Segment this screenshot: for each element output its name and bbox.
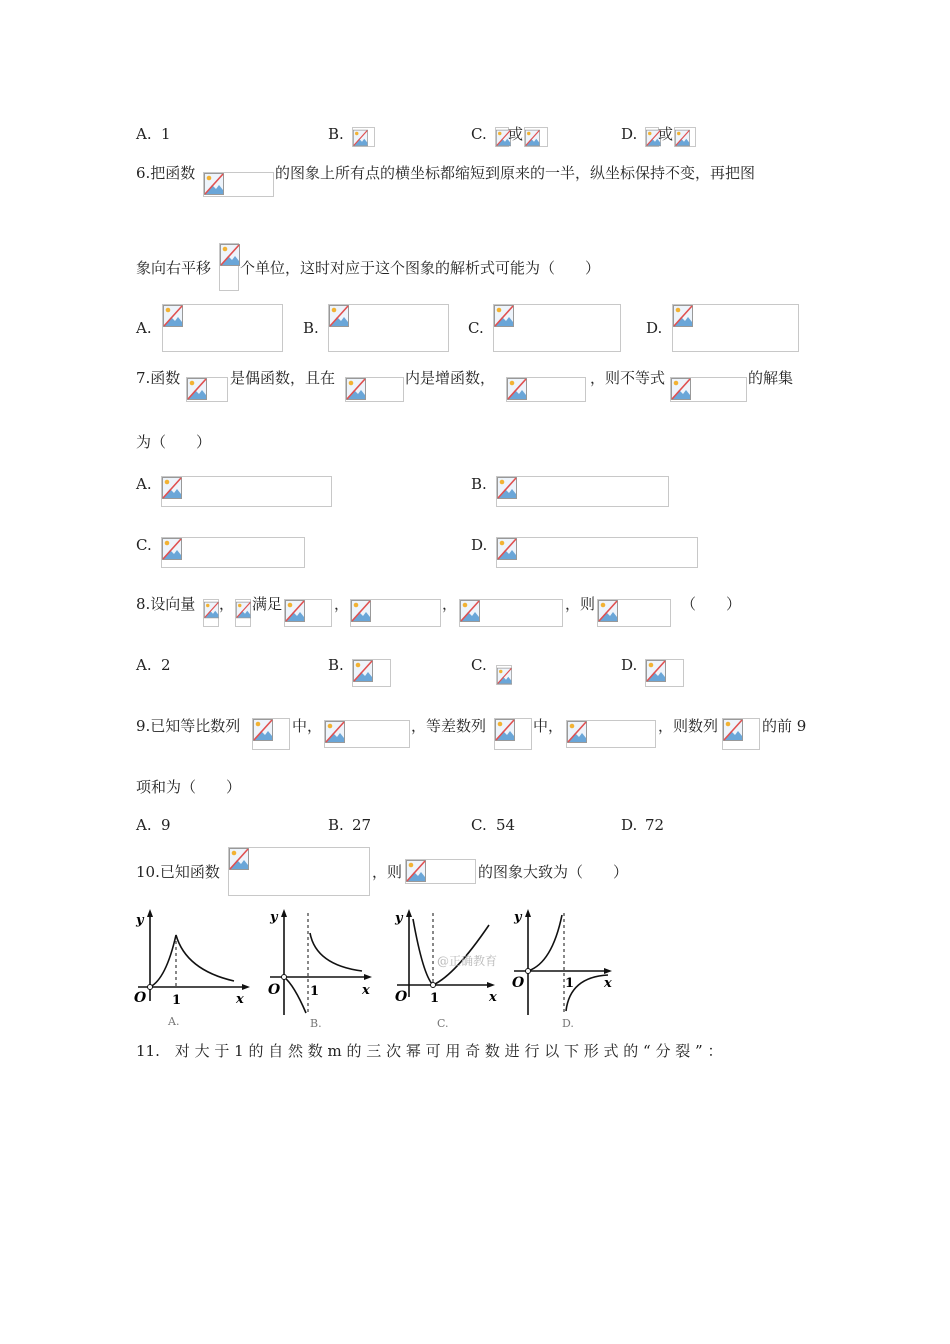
q6-option-c: C. (468, 319, 484, 337)
math-formula-image (506, 377, 586, 402)
origin-point (282, 975, 287, 980)
x-label: x (236, 992, 244, 1007)
origin-label: O (512, 975, 525, 991)
q9-option-c-letter: C. (471, 816, 487, 834)
broken-image-icon (229, 848, 249, 870)
q6-option-a: A. (136, 319, 152, 337)
q10-text-2: ，则 (372, 863, 403, 881)
q8-option-b-letter: B. (328, 656, 344, 674)
q9-text-1: 9.已知等比数列 (136, 717, 241, 735)
q9-option-c-text: 54 (496, 816, 516, 834)
math-formula-image (352, 659, 391, 687)
q9-text-7: 项和为（ ） (136, 778, 242, 796)
q7-text-1: 7.函数 (136, 369, 181, 387)
broken-image-icon (162, 477, 182, 499)
q8-comma-2: ， (334, 595, 350, 613)
q6-text-2: 的图象上所有点的横坐标都缩短到原来的一半，纵坐标保持不变，再把图 (275, 164, 756, 182)
q6-text-3: 象向右平移 (136, 259, 212, 277)
math-formula-image (459, 599, 563, 627)
graph-label: C. (437, 1017, 449, 1030)
q9-option-b-text: 27 (352, 816, 372, 834)
math-formula-image (645, 659, 684, 687)
math-formula-image (219, 243, 239, 291)
y-axis-arrow (147, 909, 153, 917)
broken-image-icon (162, 538, 182, 560)
q9-option-b-letter: B. (328, 816, 344, 834)
origin-point (526, 969, 531, 974)
q9-text-6: 的前 9 (762, 717, 807, 735)
math-formula-image (496, 665, 512, 685)
y-axis-arrow (525, 909, 531, 917)
broken-image-icon (497, 666, 512, 686)
math-formula-image (494, 718, 532, 750)
q7-text-3: 内是增函数， (405, 369, 496, 387)
math-formula-image (324, 720, 410, 748)
broken-image-icon (723, 719, 743, 741)
q9-text-3: ，等差数列 (411, 717, 487, 735)
math-formula-image (203, 172, 274, 197)
math-formula-image (496, 537, 698, 568)
q5-option-a-letter: A. (136, 125, 152, 143)
y-label: y (270, 910, 278, 925)
broken-image-icon (567, 721, 587, 743)
q8-comma-1: ， (219, 595, 235, 613)
broken-image-icon (460, 600, 480, 622)
math-formula-image (161, 537, 305, 568)
y-label: y (395, 911, 403, 926)
origin-label: O (134, 990, 147, 1006)
broken-image-icon (494, 305, 514, 327)
broken-image-icon (598, 600, 618, 622)
q7-text-4: ，则不等式 (590, 369, 666, 387)
broken-image-icon (253, 719, 273, 741)
broken-image-icon (353, 128, 368, 148)
origin-label: O (268, 982, 281, 998)
q10-text-1: 10.已知函数 (136, 863, 220, 881)
math-formula-image (284, 599, 332, 627)
x-axis-arrow (242, 984, 250, 990)
q7-option-b: B. (471, 475, 487, 493)
broken-image-icon (671, 378, 691, 400)
broken-image-icon (353, 660, 373, 682)
q5-option-c-letter: C. (471, 125, 487, 143)
graph-b (264, 903, 378, 1030)
x-label: x (362, 983, 370, 998)
q7-option-a: A. (136, 475, 152, 493)
math-formula-image (252, 718, 290, 750)
q8-text-4: （ ） (681, 595, 742, 613)
q7-text-2: 是偶函数，且在 (230, 369, 336, 387)
q8-option-d-letter: D. (621, 656, 638, 674)
origin-label: O (395, 989, 408, 1005)
broken-image-icon (220, 244, 240, 266)
q8-text-1: 8.设向量 (136, 595, 196, 613)
q8-text-3: ，则 (565, 595, 596, 613)
math-formula-image (496, 476, 669, 507)
q7-text-5: 的解集 (748, 369, 794, 387)
x-axis-arrow (364, 974, 372, 980)
curve (150, 935, 234, 987)
q5-option-a-text: 1 (161, 125, 171, 143)
broken-image-icon (325, 721, 345, 743)
math-formula-image (345, 377, 404, 402)
graph-label: D. (562, 1017, 574, 1030)
math-formula-image (645, 127, 659, 147)
math-formula-image (722, 718, 760, 750)
math-formula-image (493, 304, 621, 352)
q5-option-d-letter: D. (621, 125, 638, 143)
math-formula-image (235, 599, 251, 627)
broken-image-icon (497, 477, 517, 499)
y-label: y (136, 913, 144, 928)
one-label: 1 (430, 991, 440, 1006)
broken-image-icon (163, 305, 183, 327)
q7-option-d: D. (471, 536, 488, 554)
broken-image-icon (673, 305, 693, 327)
graph-d (508, 903, 618, 1030)
q11-text: 11. 对 大 于 1 的 自 然 数 m 的 三 次 幂 可 用 奇 数 进 行 以 下 形 式 的 “ 分 裂 ” ： (136, 1042, 723, 1060)
broken-image-icon (346, 378, 366, 400)
math-formula-image (597, 599, 671, 627)
q10-text-3: 的图象大致为（ ） (478, 863, 629, 881)
broken-image-icon (285, 600, 305, 622)
math-formula-image (228, 847, 370, 896)
q5-option-c-text: 或 (508, 125, 524, 143)
q5-option-d-text: 或 (658, 125, 674, 143)
math-formula-image (203, 599, 219, 627)
x-label: x (604, 976, 612, 991)
q8-option-a-text: 2 (161, 656, 171, 674)
math-formula-image (186, 377, 228, 402)
math-formula-image (495, 127, 509, 147)
x-label: x (489, 990, 497, 1005)
math-formula-image (566, 720, 656, 748)
y-axis-arrow (406, 909, 412, 917)
one-label: 1 (565, 976, 575, 991)
watermark: @正确教育 (437, 954, 498, 968)
origin-point (148, 985, 153, 990)
graph-label: B. (310, 1017, 322, 1030)
one-label: 1 (310, 984, 320, 999)
q7-option-c: C. (136, 536, 152, 554)
q9-option-a-letter: A. (136, 816, 152, 834)
math-formula-image (672, 304, 799, 352)
curve (413, 919, 489, 985)
tangent-point (431, 983, 436, 988)
y-axis-arrow (281, 909, 287, 917)
graph-label: A. (168, 1015, 180, 1028)
broken-image-icon (329, 305, 349, 327)
broken-image-icon (406, 860, 426, 882)
q9-text-2: 中， (292, 717, 323, 735)
math-formula-image (350, 599, 441, 627)
q8-comma-3: ， (442, 595, 458, 613)
math-formula-image (670, 377, 747, 402)
q9-option-a-text: 9 (161, 816, 171, 834)
curve-right (310, 933, 362, 971)
q7-text-6: 为（ ） (136, 433, 212, 451)
math-formula-image (162, 304, 283, 352)
broken-image-icon (351, 600, 371, 622)
broken-image-icon (675, 128, 690, 148)
curve-left (284, 977, 306, 1013)
q9-text-4: 中， (533, 717, 564, 735)
curve-left (528, 915, 562, 971)
q6-option-b: B. (303, 319, 319, 337)
q9-text-5: ，则数列 (658, 717, 719, 735)
broken-image-icon (525, 128, 540, 148)
graph-a (128, 905, 254, 1030)
y-label: y (514, 910, 522, 925)
broken-image-icon (495, 719, 515, 741)
math-formula-image (524, 127, 548, 147)
broken-image-icon (497, 538, 517, 560)
broken-image-icon (646, 660, 666, 682)
broken-image-icon (204, 173, 224, 195)
broken-image-icon (204, 600, 219, 620)
math-formula-image (328, 304, 449, 352)
q8-option-a-letter: A. (136, 656, 152, 674)
q5-option-b-letter: B. (328, 125, 344, 143)
q6-text-4: 个单位，这时对应于这个图象的解析式可能为（ ） (240, 259, 601, 277)
math-formula-image (161, 476, 332, 507)
q9-option-d-letter: D. (621, 816, 638, 834)
broken-image-icon (187, 378, 207, 400)
q6-option-d: D. (646, 319, 663, 337)
q9-option-d-text: 72 (645, 816, 665, 834)
math-formula-image (405, 859, 476, 884)
broken-image-icon (507, 378, 527, 400)
x-axis-arrow (604, 968, 612, 974)
q6-text-1: 6.把函数 (136, 164, 196, 182)
math-formula-image (674, 127, 696, 147)
graph-c (393, 905, 503, 1030)
q8-text-2: 满足 (252, 595, 283, 613)
x-axis-arrow (487, 982, 495, 988)
one-label: 1 (172, 993, 182, 1008)
broken-image-icon (236, 600, 251, 620)
math-formula-image (352, 127, 375, 147)
q8-option-c-letter: C. (471, 656, 487, 674)
